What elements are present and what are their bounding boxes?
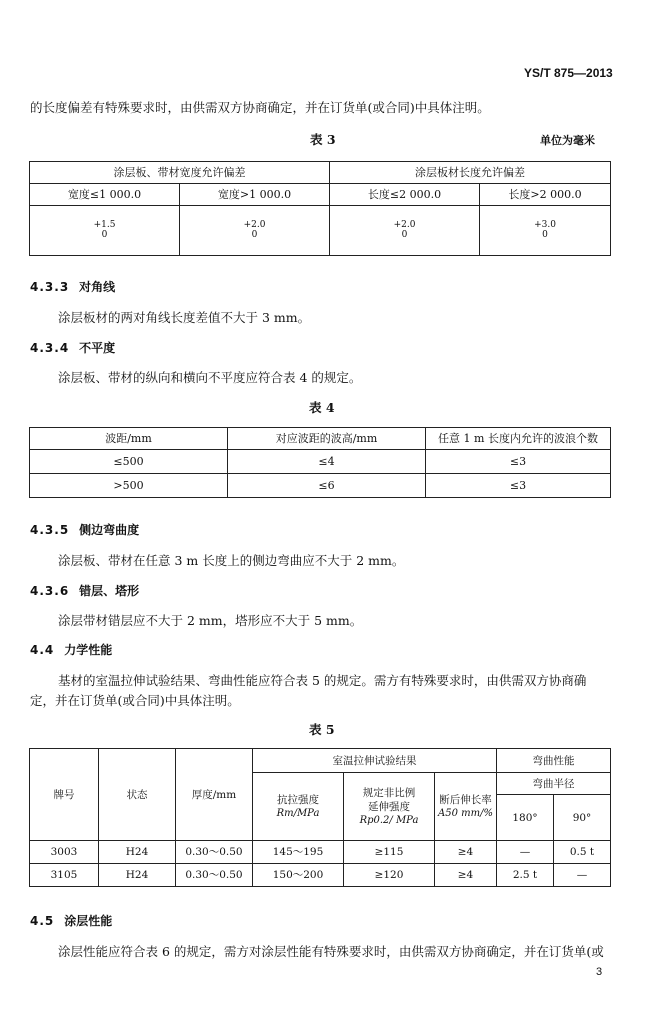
table5-caption: 表 5 <box>309 722 335 737</box>
rm-symbol: Rm/MPa <box>276 807 320 819</box>
table5-cell: ≥4 <box>435 841 497 864</box>
table5-cell: 3003 <box>30 841 99 864</box>
table5-header-bend-90: 90° <box>554 795 611 841</box>
table5-cell: 150～200 <box>253 864 344 887</box>
table3-col-header: 长度≤2 000.0 <box>330 184 480 206</box>
intro-paragraph: 的长度偏差有特殊要求时，由供需双方协商确定，并在订货单(或合同)中具体注明。 <box>30 100 490 115</box>
section-4-4-heading: 4.4 力学性能 <box>30 643 113 657</box>
table5-header-bend-radius: 弯曲半径 <box>497 773 611 795</box>
table5-cell: ≥115 <box>344 841 435 864</box>
rp02-symbol: Rp0.2/ MPa <box>359 814 419 826</box>
section-4-4-text-line1: 基材的室温拉伸试验结果、弯曲性能应符合表 5 的规定。需方有特殊要求时，由供需双方协商确 <box>58 673 587 688</box>
table3-value: +1.5 0 <box>30 206 180 256</box>
table3-col-header: 宽度>1 000.0 <box>180 184 330 206</box>
table5-header-tensile-strength: 抗拉强度 Rm/MPa <box>253 773 344 841</box>
section-4-3-5-text: 涂层板、带材在任意 3 m 长度上的侧边弯曲应不大于 2 mm。 <box>58 553 405 568</box>
page-number: 3 <box>596 966 603 978</box>
table5-header-grade: 牌号 <box>30 749 99 841</box>
section-4-4-text-line2: 定，并在订货单(或合同)中具体注明。 <box>30 693 240 708</box>
table5-cell: H24 <box>99 864 176 887</box>
table3-value: +3.0 0 <box>480 206 611 256</box>
table4-header: 对应波距的波高/mm <box>228 428 426 450</box>
table5 <box>29 748 611 887</box>
table3-unit: 单位为毫米 <box>540 134 595 147</box>
table4-cell: ≤4 <box>228 450 426 474</box>
table3 <box>29 161 611 256</box>
table4-cell: ≤500 <box>30 450 228 474</box>
table4-caption: 表 4 <box>309 400 335 415</box>
section-4-3-4-text: 涂层板、带材的纵向和横向不平度应符合表 4 的规定。 <box>58 370 362 385</box>
table5-header-thickness: 厚度/mm <box>176 749 253 841</box>
section-4-3-5-heading: 4.3.5 侧边弯曲度 <box>30 523 140 537</box>
table5-header-elongation: 断后伸长率 A50 mm/% <box>435 773 497 841</box>
section-4-3-6-heading: 4.3.6 错层、塔形 <box>30 584 140 598</box>
table5-cell: — <box>497 841 554 864</box>
table5-cell: 0.30～0.50 <box>176 864 253 887</box>
table3-value: +2.0 0 <box>180 206 330 256</box>
table3-value: +2.0 0 <box>330 206 480 256</box>
table5-cell: ≥120 <box>344 864 435 887</box>
table5-cell: — <box>554 864 611 887</box>
table5-cell: H24 <box>99 841 176 864</box>
table3-caption: 表 3 <box>310 132 336 147</box>
table4-cell: >500 <box>30 474 228 498</box>
table4-cell: ≤3 <box>426 450 611 474</box>
table3-group-length: 涂层板材长度允许偏差 <box>330 162 611 184</box>
table5-cell: 3105 <box>30 864 99 887</box>
table5-header-bend-group: 弯曲性能 <box>497 749 611 773</box>
table3-col-header: 长度>2 000.0 <box>480 184 611 206</box>
section-4-5-heading: 4.5 涂层性能 <box>30 914 113 928</box>
table5-header-temper: 状态 <box>99 749 176 841</box>
section-4-3-3-text: 涂层板材的两对角线长度差值不大于 3 mm。 <box>58 310 311 325</box>
table4-header: 任意 1 m 长度内允许的波浪个数 <box>426 428 611 450</box>
section-4-3-3-heading: 4.3.3 对角线 <box>30 280 116 294</box>
table4-header: 波距/mm <box>30 428 228 450</box>
table5-cell: 2.5 t <box>497 864 554 887</box>
section-4-5-text: 涂层性能应符合表 6 的规定，需方对涂层性能有特殊要求时，由供需双方协商确定，并在订货单(或 <box>58 944 604 959</box>
table5-header-yield-strength: 规定非比例 延伸强度 Rp0.2/ MPa <box>344 773 435 841</box>
table4 <box>29 427 611 498</box>
table3-col-header: 宽度≤1 000.0 <box>30 184 180 206</box>
table5-cell: ≥4 <box>435 864 497 887</box>
section-4-3-6-text: 涂层带材错层应不大于 2 mm，塔形应不大于 5 mm。 <box>58 613 363 628</box>
table5-cell: 145～195 <box>253 841 344 864</box>
table3-group-width: 涂层板、带材宽度允许偏差 <box>30 162 330 184</box>
table5-cell: 0.30～0.50 <box>176 841 253 864</box>
table5-cell: 0.5 t <box>554 841 611 864</box>
table4-cell: ≤3 <box>426 474 611 498</box>
section-4-3-4-heading: 4.3.4 不平度 <box>30 341 116 355</box>
table5-header-tensile-group: 室温拉伸试验结果 <box>253 749 497 773</box>
standard-code: YS/T 875—2013 <box>524 66 613 80</box>
a50-symbol: A50 mm/% <box>438 807 493 819</box>
table4-cell: ≤6 <box>228 474 426 498</box>
table5-header-bend-180: 180° <box>497 795 554 841</box>
